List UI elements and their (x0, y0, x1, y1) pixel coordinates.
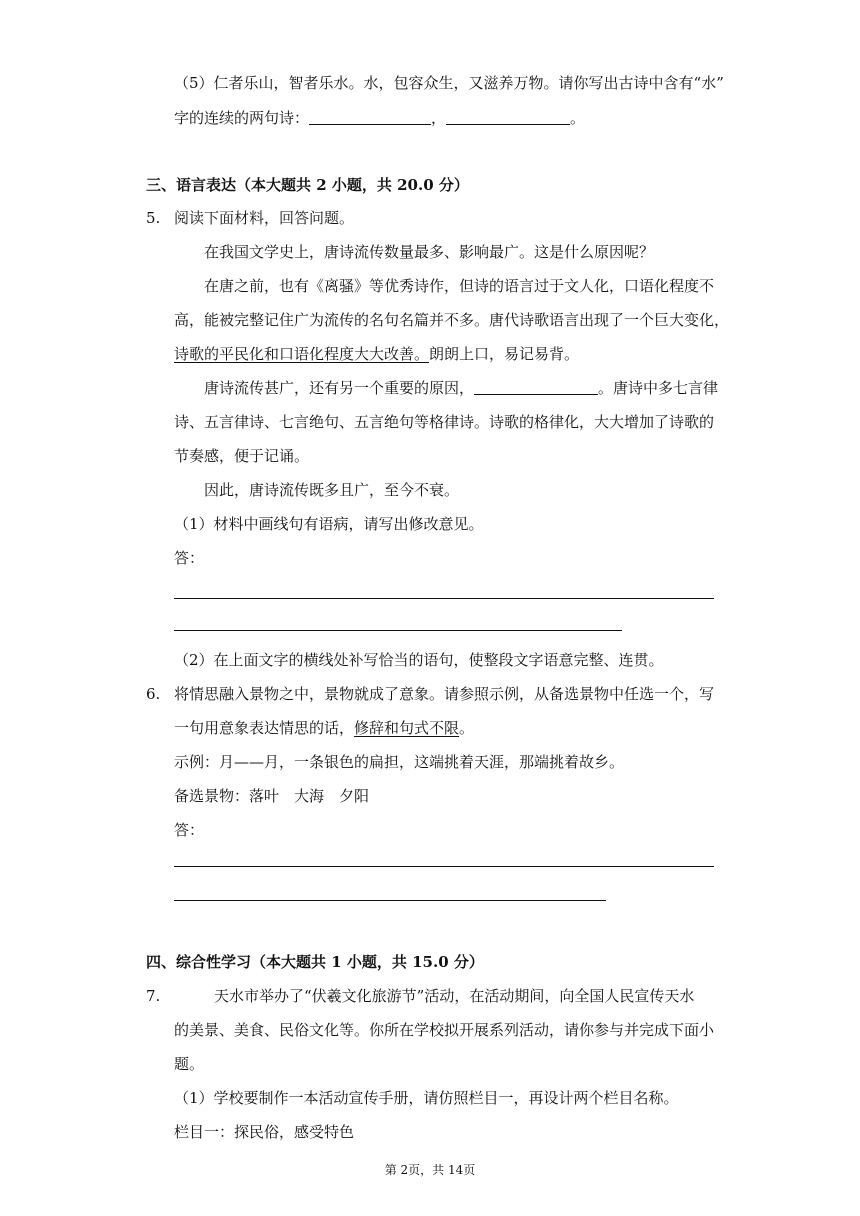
question-6-number: 6. (146, 685, 161, 703)
q5-paragraph-1: 在我国文学史上，唐诗流传数量最多、影响最广。这是什么原因呢？ (204, 243, 655, 261)
q5-p3-text-b: 。唐诗中多七言律 (598, 379, 719, 397)
period: 。 (570, 109, 586, 127)
q7-sub-question-1: （1）学校要制作一本活动宣传手册，请仿照栏目一，再设计两个栏目名称。 (174, 1089, 679, 1107)
q6-underlined-text: 修辞和句式不限 (354, 719, 460, 737)
q6-example: 示例：月——月，一条银色的扁担，这端挑着天涯，那端挑着故乡。 (174, 753, 625, 771)
question-7-number: 7. (146, 987, 161, 1005)
q6-line2-end: 。 (459, 719, 475, 737)
q4-5-line2-text: 字的连续的两句诗： (174, 109, 310, 127)
answer-blank-1[interactable] (309, 110, 431, 125)
q5-paragraph-4: 因此，唐诗流传既多且广，至今不衰。 (204, 481, 460, 499)
q5-p3-text-a: 唐诗流传甚广，还有另一个重要的原因， (204, 379, 475, 397)
q5-paragraph-3-line1 (204, 378, 718, 398)
q5-paragraph-3-line2: 诗、五言律诗、七言绝句、五言绝句等格律诗。诗歌的格律化，大大增加了诗歌的 (174, 413, 715, 431)
q5-paragraph-3-line3: 节奏感，便于记诵。 (174, 447, 310, 465)
q6-answer-label: 答： (174, 821, 205, 839)
section-3-heading: 三、语言表达（本大题共 2 小题，共 20.0 分） (146, 176, 469, 194)
q5-paragraph-2-line2: 高，能被完整记住广为流传的名句名篇并不多。唐代诗歌语言出现了一个巨大变化， (174, 311, 730, 329)
section-4-heading: 四、综合性学习（本大题共 1 小题，共 15.0 分） (146, 953, 484, 971)
q6-line2 (174, 718, 474, 738)
q5-sub-question-2: （2）在上面文字的横线处补写恰当的语句，使整段文字语意完整、连贯。 (174, 651, 664, 669)
q5-prompt: 阅读下面材料，回答问题。 (174, 209, 355, 227)
answer-line-4[interactable] (174, 900, 606, 901)
q7-line1: 天水市举办了“伏羲文化旅游节”活动，在活动期间，向全国人民宣传天水 (214, 987, 695, 1005)
answer-line-1[interactable] (174, 598, 714, 599)
q4-5-line1: （5）仁者乐山，智者乐水。水，包容众生，又滋养万物。请你写出古诗中含有“水” (174, 74, 724, 92)
q6-line2-text: 一句用意象表达情思的话， (174, 719, 355, 737)
answer-line-2[interactable] (174, 630, 622, 631)
answer-line-3[interactable] (174, 866, 714, 867)
q6-options: 备选景物：落叶 大海 夕阳 (174, 787, 370, 805)
comma: ， (431, 109, 447, 127)
answer-blank-2[interactable] (446, 110, 570, 125)
q7-line2: 的美景、美食、民俗文化等。你所在学校拟开展系列活动，请你参与并完成下面小 (174, 1021, 715, 1039)
q5-answer-label: 答： (174, 549, 205, 567)
q7-line3: 题。 (174, 1055, 205, 1073)
q7-column-1: 栏目一：探民俗，感受特色 (174, 1123, 355, 1141)
q5-paragraph-2-line1: 在唐之前，也有《离骚》等优秀诗作，但诗的语言过于文人化，口语化程度不 (204, 277, 715, 295)
q4-5-line2 (174, 108, 585, 128)
fill-in-blank[interactable] (474, 380, 598, 395)
q5-sub-question-1: （1）材料中画线句有语病，请写出修改意见。 (174, 515, 484, 533)
q5-p2-rest: 朗朗上口，易记易背。 (429, 345, 580, 363)
question-5-number: 5. (146, 209, 161, 227)
q6-line1: 将情思融入景物之中，景物就成了意象。请参照示例，从备选景物中任选一个，写 (174, 685, 715, 703)
q5-paragraph-2-line3 (174, 344, 579, 364)
underlined-sentence: 诗歌的平民化和口语化程度大大改善。 (174, 345, 430, 363)
page-number-footer: 第 2页，共 14页 (384, 1163, 476, 1177)
